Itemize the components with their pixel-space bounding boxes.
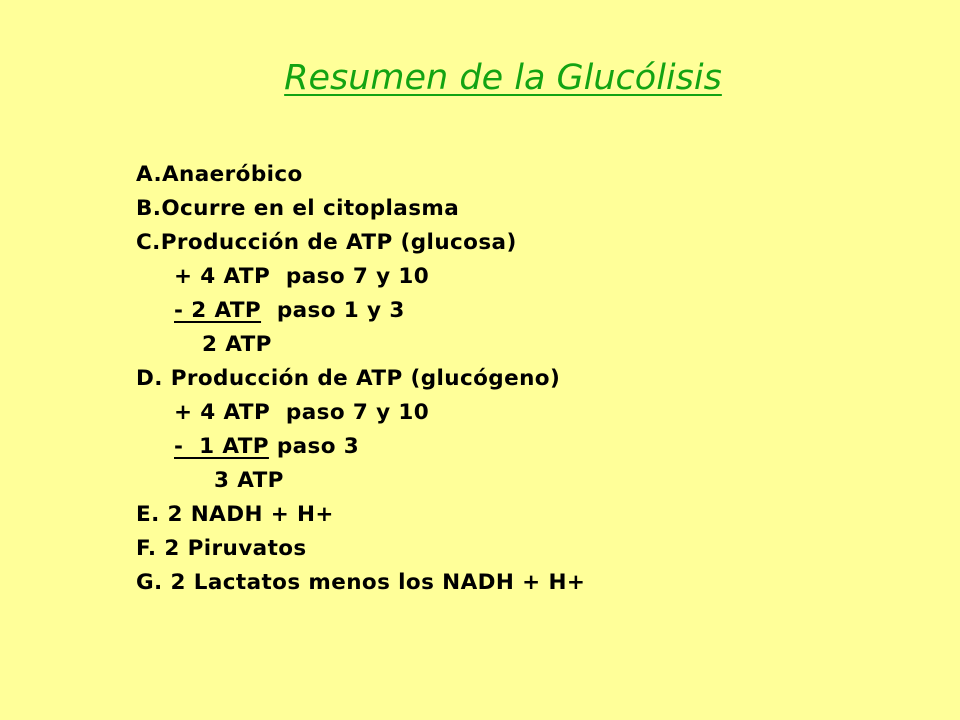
item-atp-glucose: C.Producción de ATP (glucosa) <box>136 230 517 255</box>
slide-title: Resumen de la Glucólisis <box>284 58 722 98</box>
glucose-atp-cost-row <box>136 294 585 328</box>
glycogen-atp-gain: + 4 ATP <box>174 400 271 425</box>
item-atp-glycogen: D. Producción de ATP (glucógeno) <box>136 366 561 391</box>
glycogen-atp-net: 3 ATP <box>214 468 284 493</box>
glucose-atp-gain-row <box>136 260 585 294</box>
item-lactates: G. 2 Lactatos menos los NADH + H+ <box>136 570 586 595</box>
glycogen-atp-cost-row <box>136 430 585 464</box>
glucose-atp-gain: + 4 ATP <box>174 264 271 289</box>
glucose-atp-cost: - 2 ATP <box>174 298 262 323</box>
item-nadh: E. 2 NADH + H+ <box>136 502 334 527</box>
item-anaerobic: A.Anaeróbico <box>136 162 303 187</box>
item-pyruvates: F. 2 Piruvatos <box>136 536 307 561</box>
glycogen-atp-gain-step: paso 7 y 10 <box>285 400 430 425</box>
glucose-atp-gain-step: paso 7 y 10 <box>285 264 430 289</box>
glycogen-atp-cost: - 1 ATP <box>174 434 269 459</box>
glycogen-atp-cost-step: paso 3 <box>276 434 360 459</box>
glucose-atp-net: 2 ATP <box>202 332 272 357</box>
summary-list <box>136 158 585 600</box>
glucose-atp-cost-step: paso 1 y 3 <box>276 298 405 323</box>
glycogen-atp-gain-row <box>136 396 585 430</box>
item-cytoplasm: B.Ocurre en el citoplasma <box>136 196 460 221</box>
